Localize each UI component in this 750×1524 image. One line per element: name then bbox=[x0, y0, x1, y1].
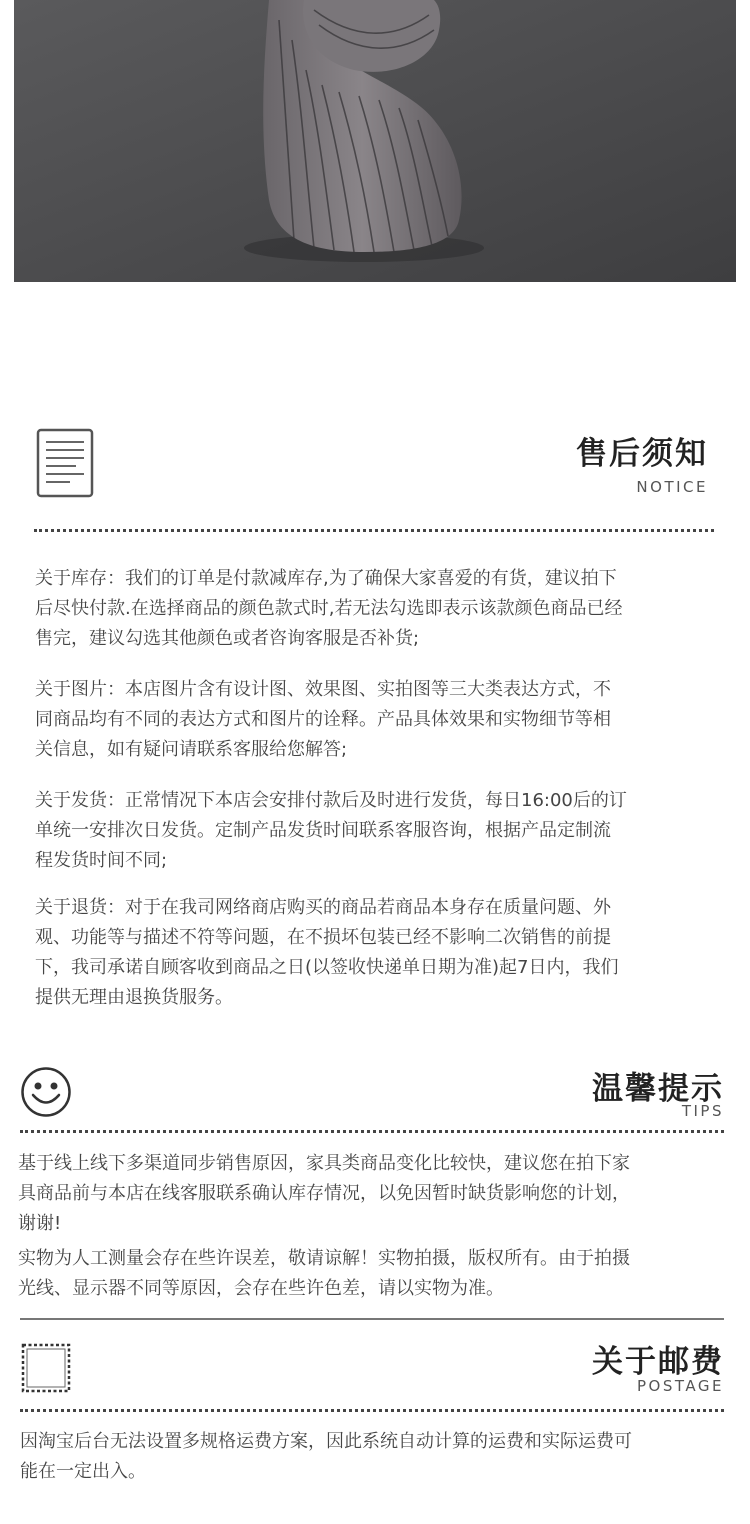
divider bbox=[20, 1409, 724, 1412]
notice-paragraph-images: 关于图片：本店图片含有设计图、效果图、实拍图等三大类表达方式，不 同商品均有不同的表达方式和图片的诠释。产品具体效果和实物细节等相 关信息，如有疑问请联系客服给您解答; bbox=[35, 679, 611, 760]
notice-title: 售后须知 bbox=[576, 436, 708, 472]
notice-paragraph-returns: 关于退货：对于在我司网络商店购买的商品若商品本身存在质量问题、外 观、功能等与描述不符等问题，在不损坏包装已经不影响二次销售的前提 下，我司承诺自顾客收到商品之日(以签收快递单日期为准)起7日内，我们 提供无理由退换货服务。 bbox=[35, 897, 619, 1008]
postage-title: 关于邮费 bbox=[592, 1344, 724, 1380]
postage-paragraph: 因淘宝后台无法设置多规格运费方案，因此系统自动计算的运费和实际运费可 能在一定出入。 bbox=[20, 1431, 632, 1482]
notice-paragraph-shipping: 关于发货：正常情况下本店会安排付款后及时进行发货，每日16:00后的订 单统一安排次日发货。定制产品发货时间联系客服咨询，根据产品定制流 程发货时间不同; bbox=[35, 790, 627, 871]
divider bbox=[20, 1130, 724, 1133]
tips-paragraph-measurement: 实物为人工测量会存在些许误差，敬请谅解！实物拍摄，版权所有。由于拍摄 光线、显示器不同等原因，会存在些许色差，请以实物为准。 bbox=[18, 1248, 630, 1299]
divider bbox=[34, 529, 714, 532]
notice-subtitle: NOTICE bbox=[636, 478, 708, 496]
smiley-icon bbox=[20, 1066, 72, 1118]
product-photo bbox=[14, 0, 736, 282]
tips-title: 温馨提示 bbox=[592, 1071, 724, 1107]
tips-paragraph-stock: 基于线上线下多渠道同步销售原因，家具类商品变化比较快，建议您在拍下家 具商品前与本店在线客服联系确认库存情况，以免因暂时缺货影响您的计划， 谢谢! bbox=[18, 1153, 630, 1234]
document-icon bbox=[36, 428, 94, 498]
tips-subtitle: TIPS bbox=[681, 1102, 724, 1120]
sculpture-image bbox=[14, 0, 736, 282]
stamp-icon bbox=[20, 1342, 72, 1394]
section-divider bbox=[20, 1318, 724, 1320]
notice-paragraph-stock: 关于库存：我们的订单是付款减库存,为了确保大家喜爱的有货，建议拍下 后尽快付款.在选择商品的颜色款式时,若无法勾选即表示该款颜色商品已经 售完，建议勾选其他颜色或者咨询客服是否补货; bbox=[35, 568, 623, 649]
postage-subtitle: POSTAGE bbox=[637, 1377, 724, 1395]
